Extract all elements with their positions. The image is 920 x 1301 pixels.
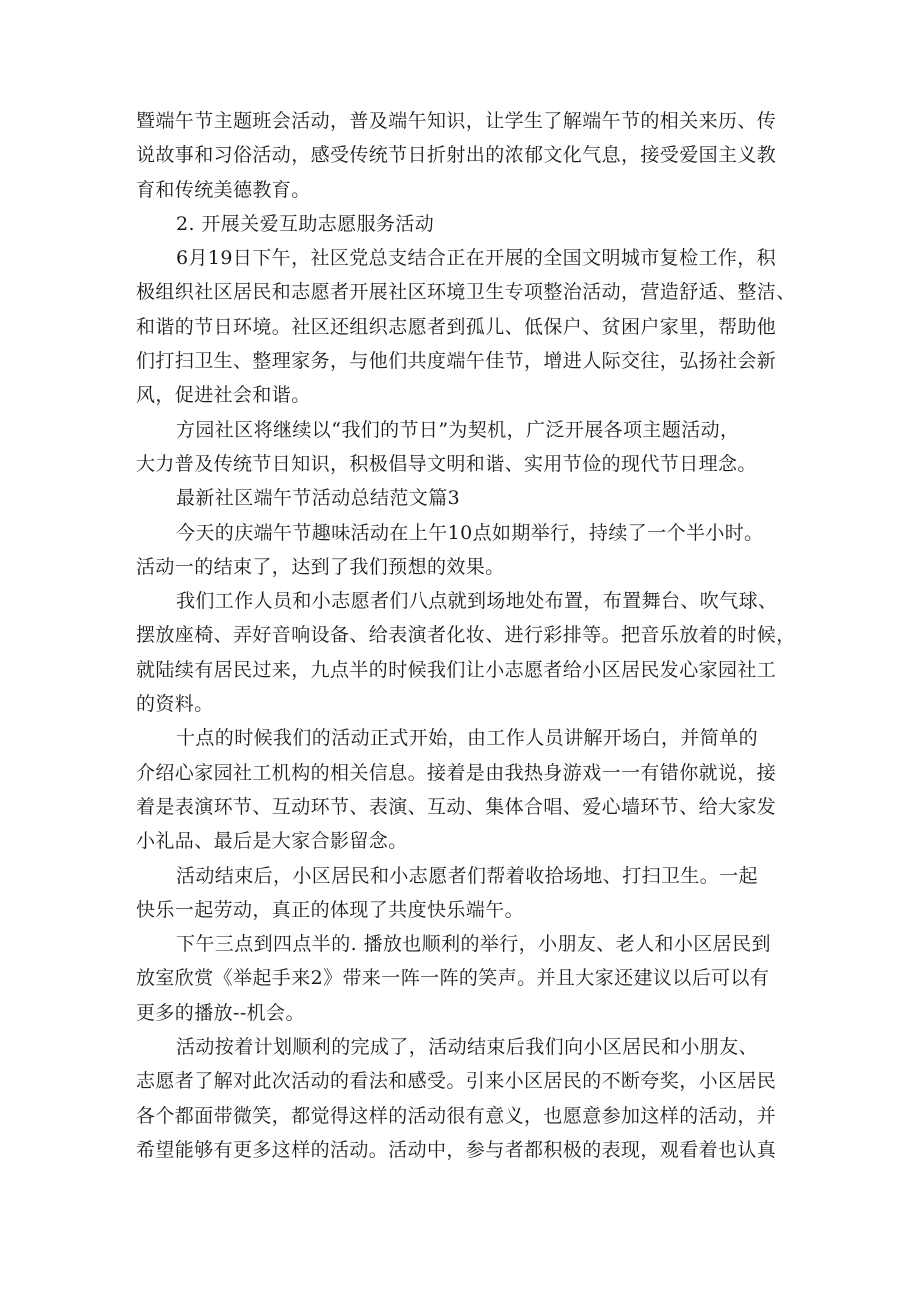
text-line: 快乐一起劳动，真正的体现了共度快乐端午。 <box>136 898 525 921</box>
text-line: 希望能够有更多这样的活动。活动中，参与者都积极的表现，观看着也认真 <box>136 1138 777 1161</box>
text-line: 风，促进社会和谐。 <box>136 384 311 407</box>
text-line: 更多的播放--机会。 <box>136 1001 305 1024</box>
text-line: 各个都面带微笑，都觉得这样的活动很有意义，也愿意参加这样的活动，并 <box>136 1104 777 1127</box>
text-line: 活动按着计划顺利的完成了，活动结束后我们向小区居民和小朋友、 <box>176 1036 759 1059</box>
text-line: 6月19日下午，社区党总支结合正在开展的全国文明城市复检工作，积 <box>176 247 777 270</box>
text-line: 活动一的结束了，达到了我们预想的效果。 <box>136 555 505 578</box>
text-line: 十点的时候我们的活动正式开始，由工作人员讲解开场白，并简单的 <box>176 727 759 750</box>
text-line: 介绍心家园社工机构的相关信息。接着是由我热身游戏一一有错你就说，接 <box>136 761 777 784</box>
text-line: 摆放座椅、弄好音响设备、给表演者化妆、进行彩排等。把音乐放着的时候， <box>136 624 796 647</box>
text-line: 放室欣赏《举起手来2》带来一阵一阵的笑声。并且大家还建议以后可以有 <box>136 967 770 990</box>
text-line: 志愿者了解对此次活动的看法和感受。引来小区居民的不断夸奖，小区居民 <box>136 1070 777 1093</box>
text-line: 的资料。 <box>136 693 214 716</box>
text-line: 我们工作人员和小志愿者们八点就到场地处布置，布置舞台、吹气球、 <box>176 590 778 613</box>
text-line: 今天的庆端午节趣味活动在上午10点如期举行，持续了一个半小时。 <box>176 521 764 544</box>
text-line: 和谐的节日环境。社区还组织志愿者到孤儿、低保户、贫困户家里，帮助他 <box>136 315 777 338</box>
text-line: 着是表演环节、互动环节、表演、互动、集体合唱、爱心墙环节、给大家发 <box>136 795 777 818</box>
text-line: 育和传统美德教育。 <box>136 178 311 201</box>
text-line: 最新社区端午节活动总结范文篇3 <box>176 487 461 510</box>
text-line: 极组织社区居民和志愿者开展社区环境卫生专项整治活动，营造舒适、整洁、 <box>136 281 796 304</box>
document-body <box>136 104 796 1167</box>
text-line: 暨端午节主题班会活动，普及端午知识，让学生了解端午节的相关来历、传 <box>136 110 777 132</box>
text-line: 小礼品、最后是大家合影留念。 <box>136 830 408 853</box>
text-line: 大力普及传统节日知识，积极倡导文明和谐、实用节俭的现代节日理念。 <box>136 452 757 475</box>
text-line: 们打扫卫生、整理家务，与他们共度端午佳节，增进人际交往，弘扬社会新 <box>136 350 777 373</box>
text-line: 就陆续有居民过来，九点半的时候我们让小志愿者给小区居民发心家园社工 <box>136 658 777 681</box>
text-line: 2. 开展关爱互助志愿服务活动 <box>176 212 435 235</box>
text-line: 活动结束后，小区居民和小志愿者们帮着收拾场地、打扫卫生。一起 <box>176 864 759 887</box>
text-line: 方园社区将继续以“我们的节日”为契机，广泛开展各项主题活动， <box>176 418 740 441</box>
text-line: 下午三点到四点半的. 播放也顺利的举行，小朋友、老人和小区居民到 <box>176 933 771 956</box>
text-line: 说故事和习俗活动，感受传统节日折射出的浓郁文化气息，接受爱国主义教 <box>136 144 777 167</box>
